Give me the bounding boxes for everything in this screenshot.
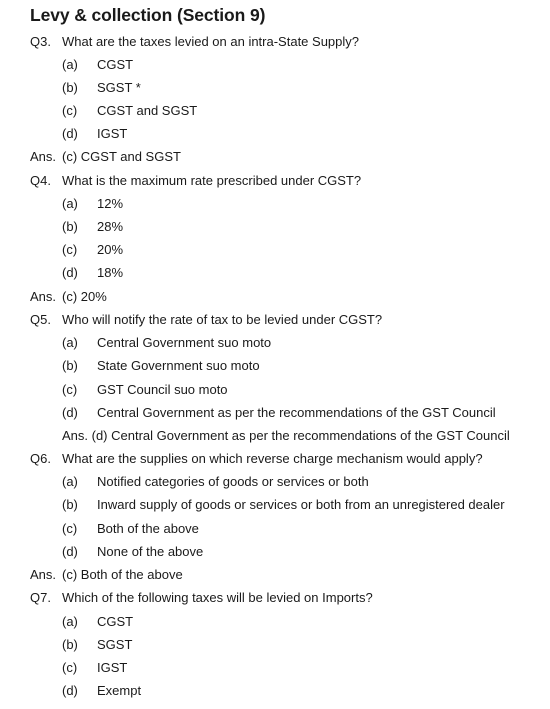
option-text: Notified categories of goods or services or both: [97, 474, 369, 489]
option-text: 12%: [97, 196, 124, 211]
option-text: 28%: [97, 219, 124, 234]
section-heading: Levy & collection (Section 9): [30, 5, 266, 25]
option-label: (a): [62, 474, 78, 489]
option-label: (b): [62, 219, 78, 234]
option-label: (c): [62, 382, 78, 397]
option-text: GST Council suo moto: [97, 382, 228, 397]
option-text: State Government suo moto: [97, 358, 260, 373]
answer-label: Ans.: [30, 289, 57, 304]
option-text: 18%: [97, 265, 124, 280]
question-text: Who will notify the rate of tax to be levied under CGST?: [62, 312, 383, 327]
option-text: SGST *: [97, 80, 141, 95]
option-text: SGST: [97, 637, 133, 652]
option-text: Inward supply of goods or services or both from an unregistered dealer: [97, 497, 505, 512]
question-text: What are the supplies on which reverse charge mechanism would apply?: [62, 451, 483, 466]
option-text: Central Government suo moto: [97, 335, 272, 350]
option-text: CGST: [97, 57, 134, 72]
option-label: (b): [62, 637, 78, 652]
option-text: Central Government as per the recommendations of the GST Council: [97, 405, 496, 420]
option-text: IGST: [97, 126, 128, 141]
answer-label: Ans.: [30, 149, 57, 164]
option-label: (d): [62, 683, 78, 698]
option-label: (d): [62, 126, 78, 141]
option-label: (d): [62, 265, 78, 280]
option-text: IGST: [97, 660, 128, 675]
option-label: (b): [62, 80, 78, 95]
question-number: Q3.: [30, 34, 51, 49]
answer-text: (c) 20%: [62, 289, 107, 304]
option-text: None of the above: [97, 544, 204, 559]
option-label: (c): [62, 660, 78, 675]
option-label: (b): [62, 358, 78, 373]
option-label: (d): [62, 405, 78, 420]
option-label: (b): [62, 497, 78, 512]
option-text: Both of the above: [97, 521, 199, 536]
question-text: What is the maximum rate prescribed under CGST?: [62, 173, 362, 188]
option-text: CGST and SGST: [97, 103, 198, 118]
answer-label: Ans.: [30, 567, 57, 582]
answer-text: Ans. (d) Central Government as per the recommendations of the GST Council: [62, 428, 510, 443]
question-number: Q7.: [30, 590, 51, 605]
answer-text: (c) CGST and SGST: [62, 149, 181, 164]
option-label: (a): [62, 57, 78, 72]
option-label: (a): [62, 196, 78, 211]
option-label: (a): [62, 614, 78, 629]
question-text: What are the taxes levied on an intra-State Supply?: [62, 34, 360, 49]
answer-text: (c) Both of the above: [62, 567, 183, 582]
option-text: Exempt: [97, 683, 142, 698]
option-label: (c): [62, 521, 78, 536]
option-label: (d): [62, 544, 78, 559]
question-text: Which of the following taxes will be levied on Imports?: [62, 590, 373, 605]
option-label: (c): [62, 242, 78, 257]
question-number: Q5.: [30, 312, 51, 327]
question-number: Q6.: [30, 451, 51, 466]
option-label: (a): [62, 335, 78, 350]
option-text: CGST: [97, 614, 134, 629]
option-label: (c): [62, 103, 78, 118]
question-number: Q4.: [30, 173, 51, 188]
option-text: 20%: [97, 242, 124, 257]
